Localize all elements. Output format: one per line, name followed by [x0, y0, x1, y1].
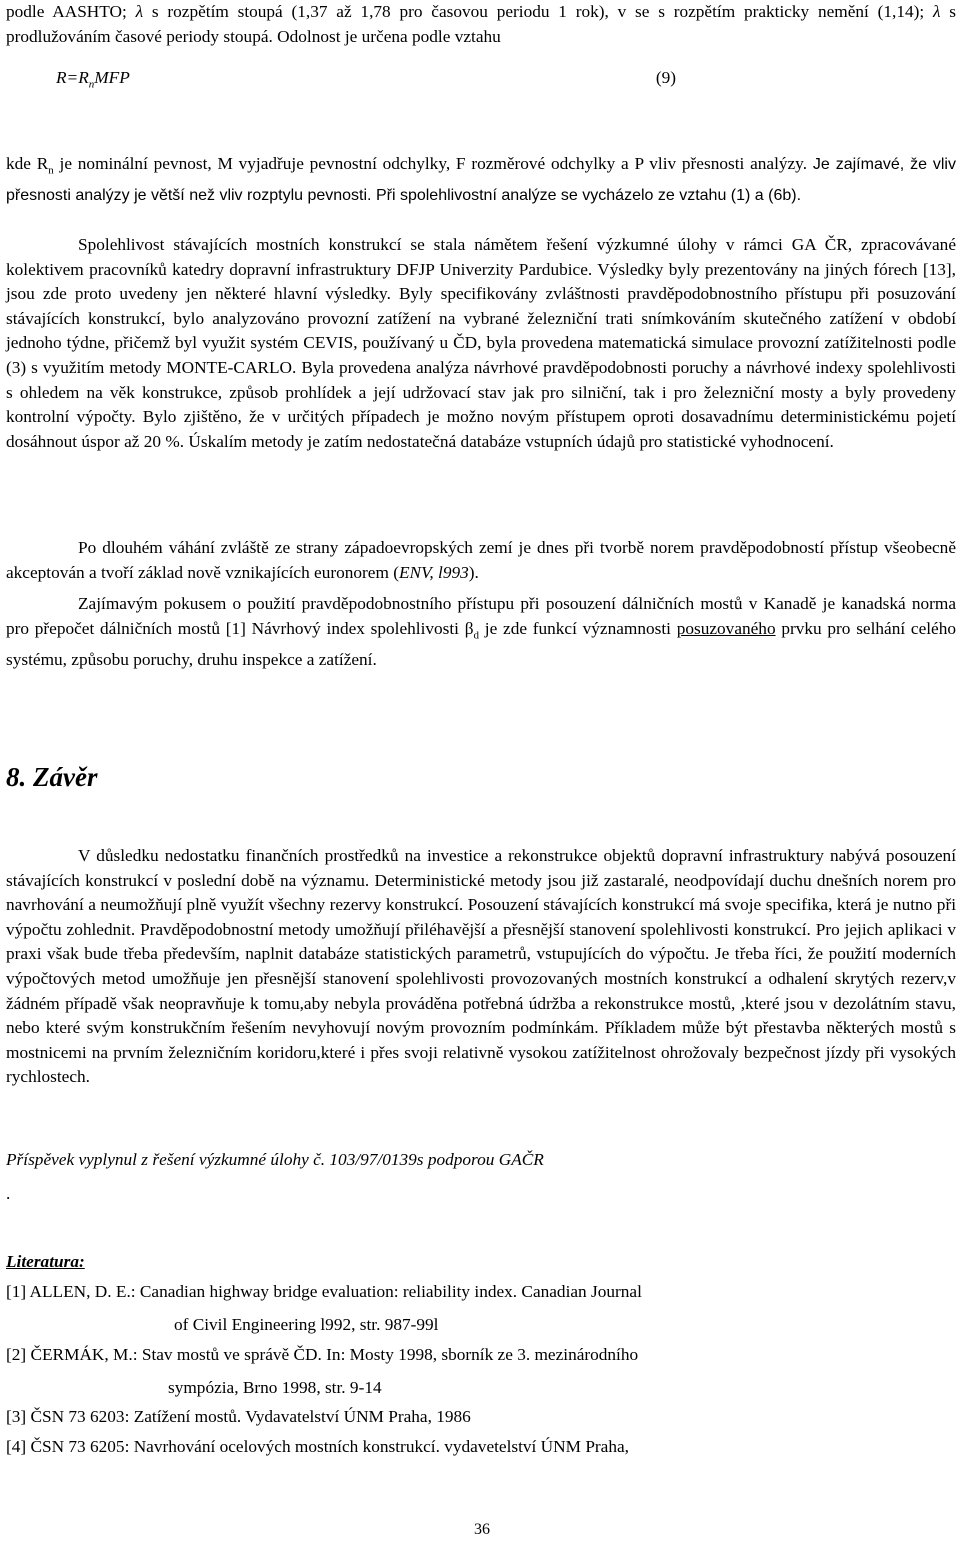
text-span: s prodlužováním časové periody stoupá. Odolnost je určena podle vztahu — [6, 2, 956, 46]
reference-line: of Civil Engineering l992, str. 987-99l — [174, 1315, 439, 1334]
reference-item — [6, 1343, 639, 1397]
literature-heading: Literatura: — [6, 1252, 85, 1271]
reference-line: sympózia, Brno 1998, str. 9-14 — [168, 1378, 382, 1397]
text-span: s rozpětím stoupá (1,37 až 1,78 pro časovou periodu 1 rok), v se s rozpětím prakticky nemění (1,14); — [143, 2, 933, 21]
page-number: 36 — [474, 1521, 490, 1538]
paragraph-canada — [6, 592, 956, 672]
text-span: podle AASHTO; — [6, 2, 136, 21]
text-span: je zde funkcí významnosti — [479, 618, 677, 638]
text-span: prvku pro selhání celého systému, způsobu poruchy, druhu inspekce a zatížení. — [6, 618, 956, 669]
reference-line: [4] ČSN 73 6205: Navrhování ocelových mostních konstrukcí. vydavetelství ÚNM Praha, — [6, 1437, 629, 1456]
paragraph-research: Spolehlivost stávajících mostních konstrukcí se stala námětem řešení výzkumné úlohy v rámci GA ČR, zpracovávané kolektivem pracovníků katedry dopravní infrastruktury DFJP Univerzity Pardubice. Výsledky byly prezentovány na jiných fórech [13], jsou zde proto uvedeny jen některé hlavní výsledky. Byly specifikovány zvláštnosti pravděpodobnostního přístupu při posuzování stávajících konstrukcí, bylo analyzováno provozní zatížení na vybrané železniční trati snímkováním skutečného zatížení v období jednoho týdne, přičemž byl využit systém CEVIS, používaný u ČD, byla provedena matematická simulace provozní zatížitelnosti podle (3) s využitím metody MONTE-CARLO. Byla provedena analýza návrhové pravděpodobnosti poruchy a návrhové indexy spolehlivosti s ohledem na věk konstrukce, způsob prohlídek a její udržovací stav jak pro silniční, tak i pro železniční mosty a byly provedeny kontrolní výpočty. Bylo zjištěno, že v určitých případech je možno novým přístupem oproti dosavadnímu deterministickému pojetí dosáhnout úspor až 20 %. Úskalím metody je zatím nedostatečná databáze vstupních údajů pro statistické vyhodnocení. — [6, 235, 956, 451]
paragraph-conclusion: V důsledku nedostatku finančních prostředků na investice a rekonstrukce objektů dopravní infrastruktury nabývá posouzení stávajících konstrukcí v poslední době na významu. Deterministické metody jsou již zastaralé, neodpovídají duchu dnešních norem pro navrhování a neumožňují plně využít všechny rezervy konstrukcí. Posouzení stávajících konstrukcí má svoje specifika, která je nutno při výpočtu zohlednit. Pravděpodobnostní metody umožňují přiléhavější a přesnější stanovení spolehlivosti konstrukcí. Pro jejich aplikaci v praxi však bude třeba především, naplnit databáze statistických parametrů, vstupujících do výpočtu. Je třeba říci, že použití moderních výpočtových metod umožňuje jen přesnější stanovení spolehlivosti provozovaných mostních konstrukcí a odhalení skrytých rezerv,v žádném případě však neopravňuje k tomu,aby nebyla prováděna potřebná údržba a rekonstrukce mostů, ,které jsou v dezolátním stavu, nebo které svým konstrukčním řešením nevyhovují novým provozním podmínkám. Příkladem může být přestavba některých mostů s mostnicemi na prvním železničním koridoru,které i přes svoji relativně vysokou zatížitelnost ohrožovaly bezpečnost jízdy při vysokých rychlostech. — [6, 846, 956, 1087]
text-span: Po dlouhém váhání zvláště ze strany západoevropských zemí je dnes při tvorbě norem pravděpodobností přístup všeobecně akceptován a tvoří základ nově vznikajících euronorem ( — [6, 538, 956, 582]
section-heading: 8. Závěr — [6, 762, 98, 792]
text-span: ). — [468, 562, 479, 582]
text-span: je nominální pevnost, M vyjadřuje pevnostní odchylky, F rozměrové odchylky a P vliv přesnosti analýzy. — [53, 154, 808, 173]
formula-lhs: R=R — [56, 68, 89, 87]
reference-item — [6, 1280, 642, 1334]
paragraph-definitions — [6, 152, 956, 209]
reference-line: [2] ČERMÁK, M.: Stav mostů ve správě ČD. In: Mosty 1998, sborník ze 3. mezinárodního — [6, 1345, 639, 1364]
beta-symbol: β — [464, 618, 474, 638]
underlined-word: posuzovaného — [676, 618, 776, 638]
subscript: n — [48, 164, 54, 177]
reference-item — [6, 1435, 629, 1460]
text-span: kde R — [6, 154, 49, 173]
dot-text: . — [6, 1184, 11, 1203]
lambda-symbol: λ — [135, 2, 144, 21]
reference-item — [6, 1405, 471, 1430]
lambda-symbol: λ — [932, 2, 941, 21]
reference-line: [3] ČSN 73 6203: Zatížení mostů. Vydavatelství ÚNM Praha, 1986 — [6, 1407, 471, 1426]
acknowledgement-note: Příspěvek vyplynul z řešení výzkumné úlohy č. 103/97/0139s podporou GAČR — [6, 1150, 544, 1169]
paragraph-aashto — [6, 0, 956, 49]
equation-number: (9) — [655, 68, 676, 87]
formula-9 — [56, 66, 676, 97]
subscript: d — [473, 629, 480, 642]
formula-rhs: MFP — [94, 68, 130, 87]
text-span: Zajímavým pokusem o použití pravděpodobnostního přístupu při posouzení dálničních mostů v Kanadě je kanadská norma pro přepočet dálničních mostů [1] Návrhový index spolehlivosti — [6, 594, 956, 638]
citation: ENV, l993 — [398, 562, 469, 582]
formula-subscript: n — [88, 78, 95, 91]
reference-line: [1] ALLEN, D. E.: Canadian highway bridge evaluation: reliability index. Canadian Journal — [6, 1282, 642, 1301]
paragraph-euronorms — [6, 536, 956, 585]
text-span-sans: Je zajímavé, že vliv přesnosti analýzy je větší než vliv rozptylu pevnosti. Při spolehlivostní analýze se vycházelo ze vztahu (1) a (6b). — [6, 156, 956, 205]
